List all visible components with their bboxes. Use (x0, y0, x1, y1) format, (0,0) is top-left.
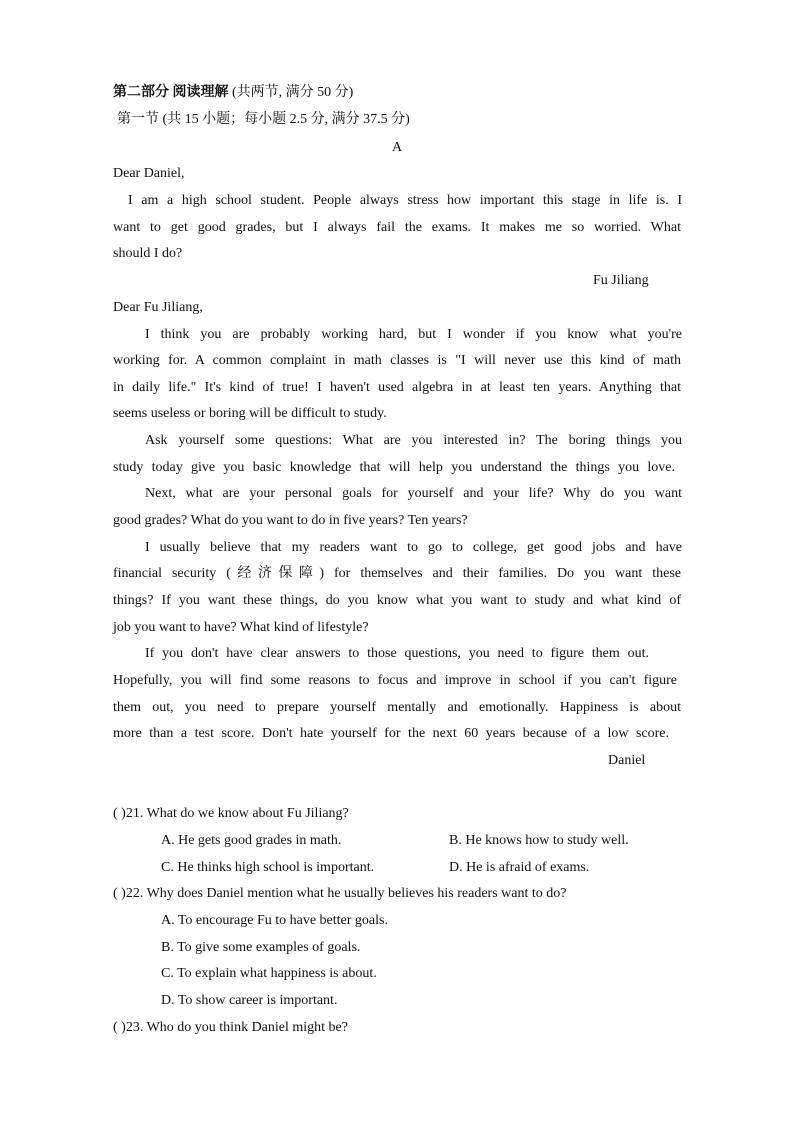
letter2-line: good grades? What do you want to do in five years? Ten years? (113, 513, 468, 528)
letter2-line: study today give you basic knowledge that will help you understand the things you love. (113, 460, 675, 475)
letter2-line: If you don't have clear answers to those questions, you need to figure them out. (145, 646, 649, 661)
question-stem: ( )21. What do we know about Fu Jiliang? (113, 806, 349, 821)
answer-option[interactable]: D. To show career is important. (161, 993, 338, 1008)
letter2-line: Ask yourself some questions: What are you interested in? The boring things you (145, 433, 682, 448)
letter2-signature: Daniel (608, 753, 646, 768)
letter1-line: want to get good grades, but I always fail the exams. It makes me so worried. What (113, 220, 681, 235)
section-title (113, 84, 681, 102)
letter1-signature: Fu Jiliang (593, 273, 649, 288)
letter2-line: Next, what are your personal goals for yourself and your life? Why do you want (145, 486, 682, 501)
letter2-line: seems useless or boring will be difficult to study. (113, 406, 387, 421)
section-subtitle: 第一节 (共 15 小题；每小题 2.5 分, 满分 37.5 分) (117, 112, 410, 127)
letter2-line: financial security (经济保障) for themselves and their families. Do you want these (113, 566, 681, 581)
answer-option[interactable]: B. To give some examples of goals. (161, 940, 361, 955)
letter1-line: should I do? (113, 246, 183, 261)
letter2-greeting: Dear Fu Jiliang, (113, 300, 203, 315)
answer-option[interactable]: A. He gets good grades in math. (161, 833, 342, 848)
letter1-line: I am a high school student. People always stress how important this stage in life is. I (128, 193, 682, 208)
letter2-line: them out, you need to prepare yourself mentally and emotionally. Happiness is about (113, 700, 681, 715)
letter2-line: I usually believe that my readers want to go to college, get good jobs and have (145, 540, 682, 555)
letter2-line: I think you are probably working hard, but I wonder if you know what you're (145, 327, 682, 342)
passage-label: A (391, 140, 403, 155)
letter2-line: job you want to have? What kind of lifestyle? (113, 620, 369, 635)
answer-option[interactable]: C. To explain what happiness is about. (161, 966, 377, 981)
answer-option[interactable]: A. To encourage Fu to have better goals. (161, 913, 388, 928)
letter2-line: things? If you want these things, do you know what you want to study and what kind of (113, 593, 681, 608)
answer-option[interactable]: C. He thinks high school is important. (161, 860, 375, 875)
question-stem: ( )22. Why does Daniel mention what he usually believes his readers want to do? (113, 886, 567, 901)
section-title-note: (共两节, 满分 50 分) (232, 85, 354, 100)
letter2-line: working for. A common complaint in math classes is "I will never use this kind of math (113, 353, 681, 368)
letter2-line: more than a test score. Don't hate yourself for the next 60 years because of a low score. (113, 726, 669, 741)
letter2-line: in daily life." It's kind of true! I haven't used algebra in at least ten years. Anything that (113, 380, 681, 395)
answer-option[interactable]: B. He knows how to study well. (449, 833, 629, 848)
letter1-greeting: Dear Daniel, (113, 166, 185, 181)
answer-option[interactable]: D. He is afraid of exams. (449, 860, 590, 875)
letter2-line: Hopefully, you will find some reasons to focus and improve in school if you can't figure (113, 673, 677, 688)
question-stem: ( )23. Who do you think Daniel might be? (113, 1020, 348, 1035)
section-title-bold: 第二部分 阅读理解 (113, 85, 229, 100)
